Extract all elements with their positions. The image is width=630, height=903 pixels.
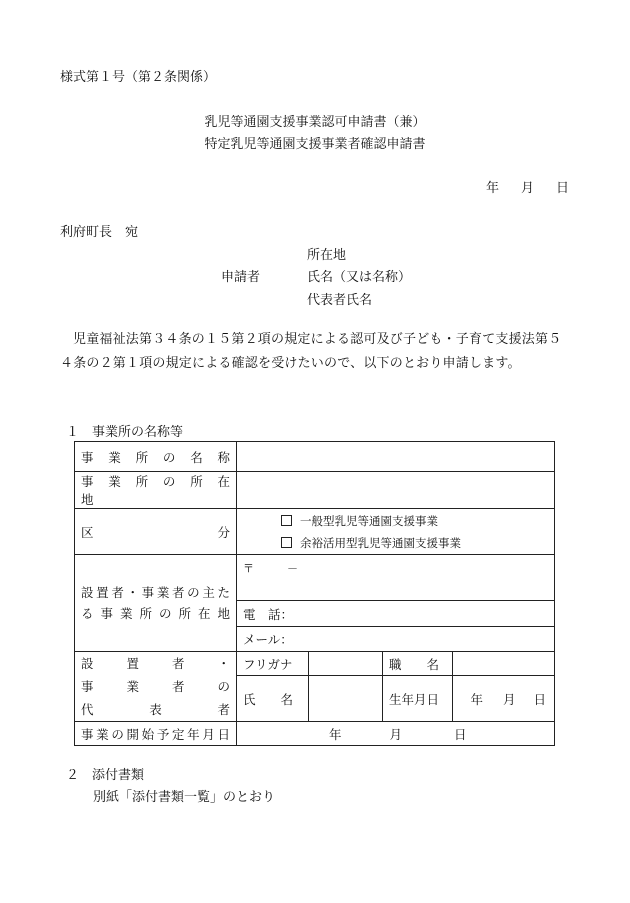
postal-code-field[interactable]: 〒 － xyxy=(237,555,555,601)
applicant-address-label: 所在地 xyxy=(307,248,347,263)
dob-label: 生年月日 xyxy=(383,676,453,722)
applicant-label: 申請者 xyxy=(221,270,261,285)
email-field[interactable]: メール： xyxy=(237,627,555,652)
date-month: 月 xyxy=(520,181,534,196)
furigana-field[interactable] xyxy=(309,652,383,676)
body-paragraph: 児童福祉法第３４条の１５第２項の規定による認可及び子ども・子育て支援法第５４条の２第１項の規定による確認を受けたいので、以下のとおり申請します。 xyxy=(60,332,562,371)
section-2-title: ２ 添付書類 xyxy=(66,768,145,783)
facility-address-label: 事 業 所 の 所 在 地 xyxy=(75,472,237,509)
start-date-field[interactable]: 年 月 日 xyxy=(237,722,555,746)
category-option-general[interactable]: 一般型乳児等通園支援事業 xyxy=(237,510,554,532)
category-label: 区 分 xyxy=(75,509,237,555)
phone-field[interactable]: 電 話： xyxy=(237,601,555,627)
founder-address-label: 設置者・事業者の主た る事業所の所在地 xyxy=(75,555,237,652)
dob-field[interactable]: 年 月 日 xyxy=(453,676,555,722)
name-field[interactable] xyxy=(309,676,383,722)
title-line-1: 乳児等通園支援事業認可申請書（兼） xyxy=(204,115,426,130)
checkbox-icon[interactable] xyxy=(281,515,292,526)
representative-label: 設 置 者 ・ 事 業 者 の 代 表 者 xyxy=(75,652,237,722)
addressee: 利府町長 宛 xyxy=(60,225,139,240)
facility-table xyxy=(74,441,555,746)
checkbox-icon[interactable] xyxy=(281,537,292,548)
facility-address-field[interactable] xyxy=(237,472,555,509)
date-line xyxy=(472,177,569,196)
facility-name-field[interactable] xyxy=(237,442,555,472)
section-1-title: １ 事業所の名称等 xyxy=(66,425,184,440)
name-label: 氏 名 xyxy=(237,676,309,722)
applicant-name-label: 氏名（又は名称） xyxy=(307,270,412,285)
category-option-surplus[interactable]: 余裕活用型乳児等通園支援事業 xyxy=(237,532,554,554)
position-field[interactable] xyxy=(453,652,555,676)
facility-name-label: 事 業 所 の 名 称 xyxy=(75,442,237,472)
form-number: 様式第１号（第２条関係） xyxy=(60,70,217,85)
applicant-representative-label: 代表者氏名 xyxy=(307,293,373,308)
position-label: 職 名 xyxy=(383,652,453,676)
title-line-2: 特定乳児等通園支援事業者確認申請書 xyxy=(204,137,426,152)
furigana-label: フリガナ xyxy=(237,652,309,676)
section-2-text: 別紙「添付書類一覧」のとおり xyxy=(93,790,276,805)
start-date-label: 事業の開始予定年月日 xyxy=(75,722,237,746)
date-day: 日 xyxy=(555,181,569,196)
date-year: 年 xyxy=(485,181,499,196)
